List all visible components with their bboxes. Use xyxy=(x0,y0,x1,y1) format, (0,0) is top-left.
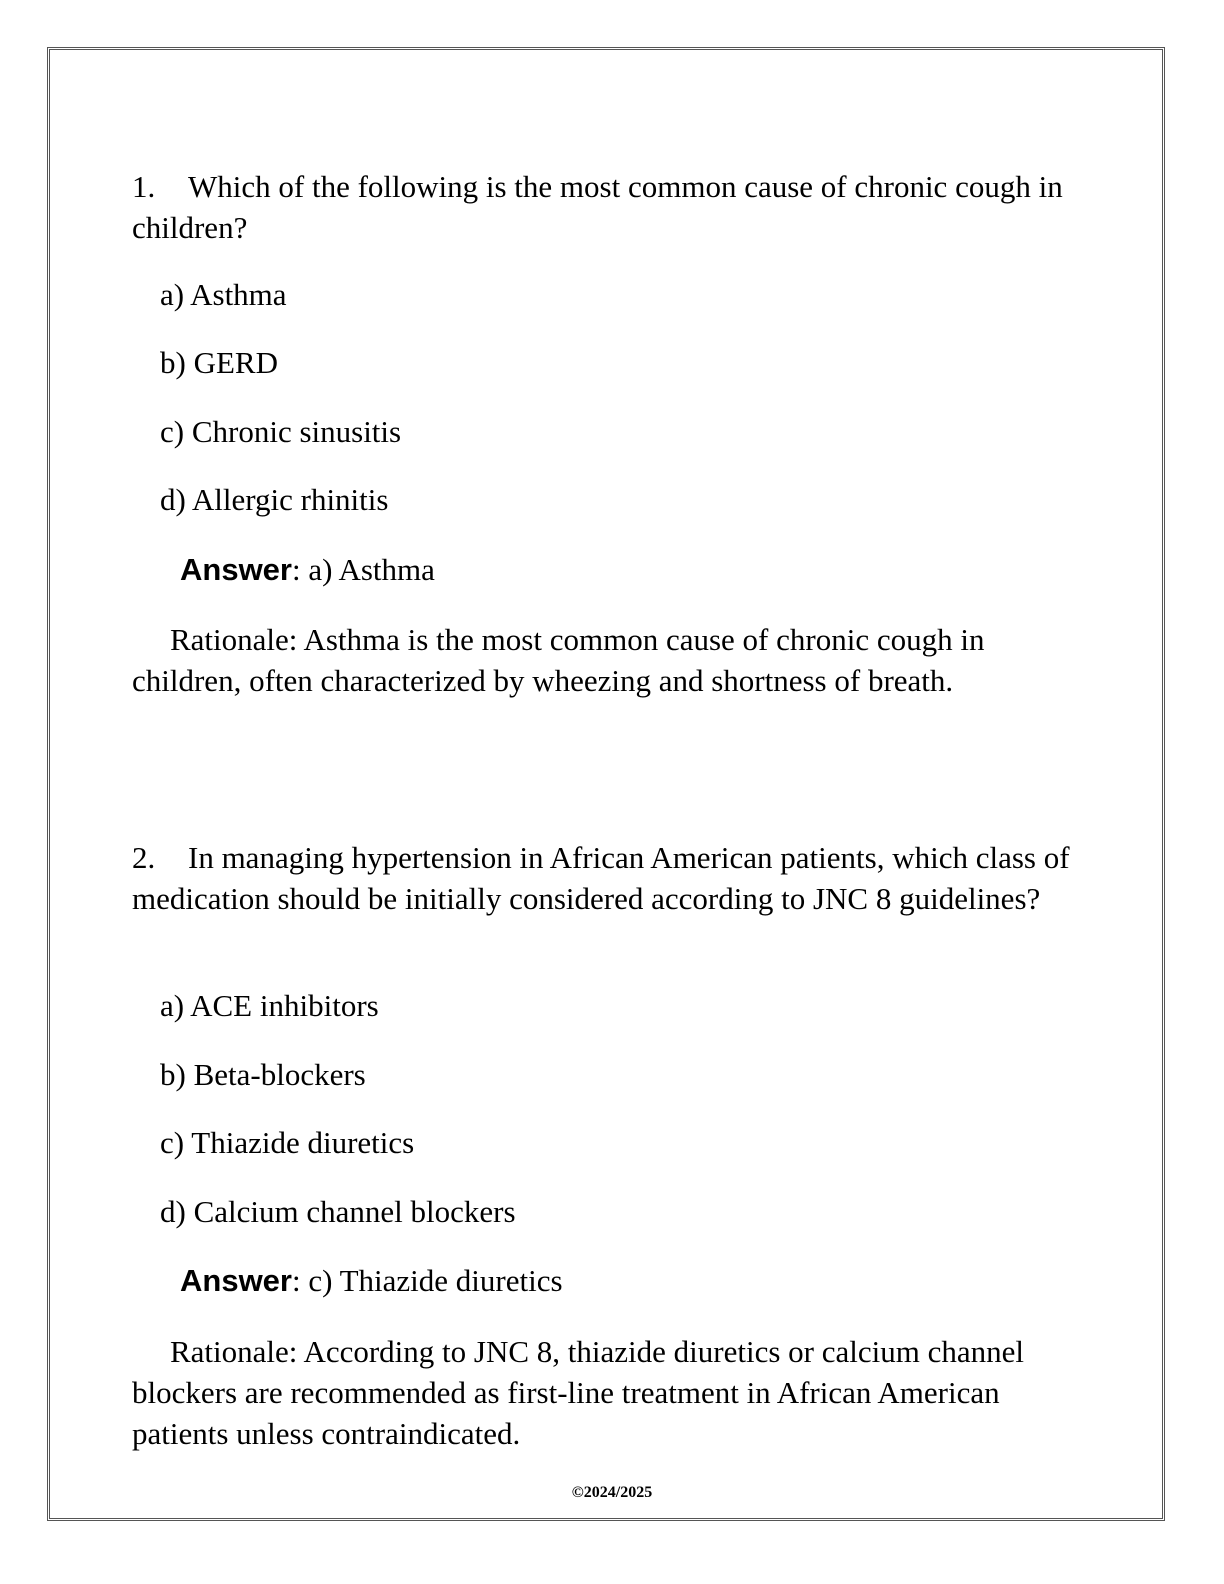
question-2-prompt: In managing hypertension in African American patients, which class of medication should be initially considered according to JNC 8 guidelines? xyxy=(132,840,1070,916)
question-2-option-c: c) Thiazide diuretics xyxy=(160,1125,415,1160)
question-1-number: 1. xyxy=(132,169,156,204)
question-1-option-a: a) Asthma xyxy=(160,277,287,312)
question-2-option-d: d) Calcium channel blockers xyxy=(160,1194,516,1229)
question-1-answer-label: Answer xyxy=(180,552,292,587)
question-1-answer-value: : a) Asthma xyxy=(291,552,435,587)
question-1-answer xyxy=(180,550,435,590)
question-2-number: 2. xyxy=(132,840,156,875)
footer-copyright: ©2024/2025 xyxy=(571,1484,653,1501)
question-1-option-c: c) Chronic sinusitis xyxy=(160,414,402,449)
question-1-text xyxy=(132,166,1082,248)
question-2-answer-value: : c) Thiazide diuretics xyxy=(291,1263,563,1298)
question-1-rationale: Rationale: Asthma is the most common cause of chronic cough in children, often characterized by wheezing and shortness of breath. xyxy=(132,622,985,698)
question-1-prompt: Which of the following is the most common cause of chronic cough in children? xyxy=(132,169,1063,245)
question-2-option-b: b) Beta-blockers xyxy=(160,1057,366,1092)
question-1-option-d: d) Allergic rhinitis xyxy=(160,482,389,517)
question-2-option-a: a) ACE inhibitors xyxy=(160,988,379,1023)
question-2-text xyxy=(132,837,1082,919)
question-1-option-b: b) GERD xyxy=(160,345,278,380)
question-2-answer xyxy=(180,1261,563,1301)
question-2-rationale: Rationale: According to JNC 8, thiazide diuretics or calcium channel blockers are recommended as first-line treatment in African American patients unless contraindicated. xyxy=(132,1334,1024,1451)
question-2-answer-label: Answer xyxy=(180,1263,292,1298)
